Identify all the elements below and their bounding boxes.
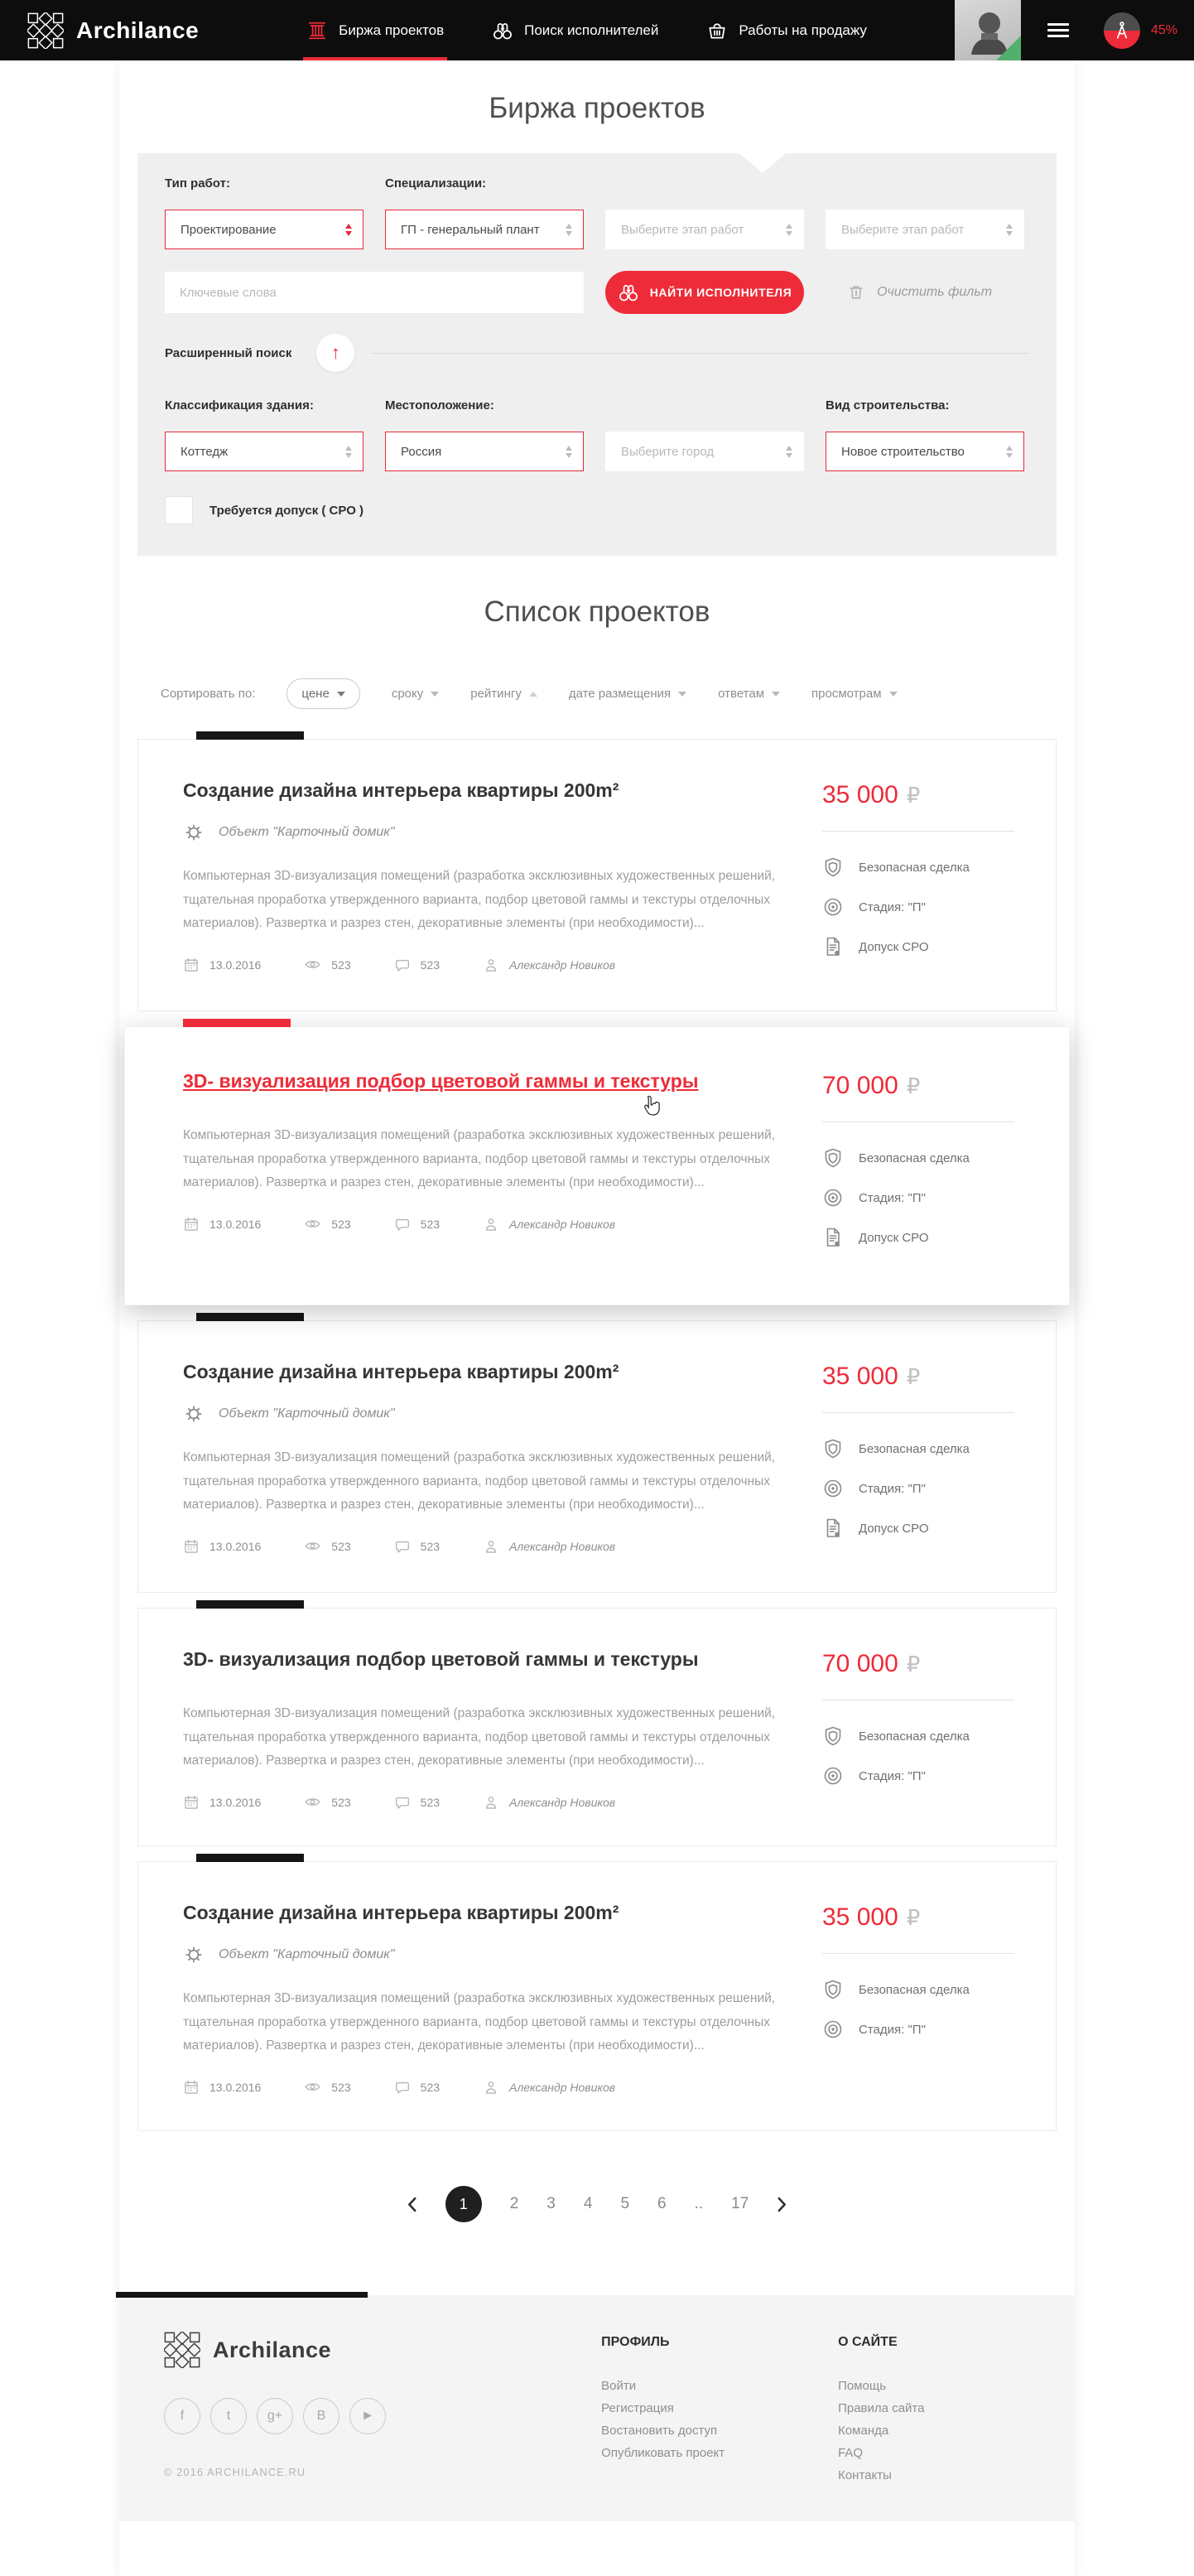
page-number[interactable]: 2 [509,2195,519,2213]
project-meta-row [183,1215,792,1233]
sort-option-term[interactable] [392,687,439,701]
nav-label: Работы на продажу [739,22,867,38]
select-specialization[interactable] [385,210,584,249]
document-icon [822,1517,844,1539]
chevron-right-icon[interactable] [777,2197,787,2212]
meta-comments: 523 [394,1538,440,1555]
document-icon [822,936,844,958]
project-meta-row [183,1537,792,1555]
header-right [955,0,1194,60]
google-plus-icon[interactable]: g+ [257,2398,293,2434]
person-icon [483,1538,499,1555]
project-description: Компьютерная 3D-визуализация помещений (разработка эксклюзивных художественных решений, тщательная проработка утвержденного варианта, подбор цветовой гаммы и текстуры отделочных материалов). Развертка и разрез стен, декоративные элементы (при необходимости)... [183,1128,776,1190]
project-description: Компьютерная 3D-визуализация помещений (разработка эксклюзивных художественных решений, тщательная проработка утвержденного варианта, подбор цветовой гаммы и текстуры отделочных материалов). Развертка и разрез стен, декоративные элементы (при необходимости)... [183,869,776,931]
triangle-down-icon [772,692,780,697]
person-icon [483,2079,499,2096]
meta-date: 13.0.2016 [183,1538,261,1555]
sro-checkbox[interactable] [165,496,193,524]
card-side [822,779,1014,976]
footer-top-bar [116,2292,368,2298]
price-row [822,781,1014,809]
card-top-bar [183,1019,291,1027]
eye-icon [304,1215,321,1233]
shield-icon [822,1979,844,2000]
filter-label-classification: Классификация здания: [165,398,314,412]
filter-label-construction-type: Вид строительства: [826,398,950,412]
binoculars-icon [492,20,513,41]
footer-column-about [838,2332,1075,2487]
filter-label-empty [826,176,1024,195]
project-price: 35 000 [822,781,898,808]
shield-icon [822,856,844,878]
project-price: 70 000 [822,1072,898,1099]
select-work-type[interactable] [165,210,363,249]
shield-icon [822,1147,844,1169]
footer-column-title: О САЙТЕ [838,2335,898,2350]
badge-sro: Допуск СРО [822,1227,1014,1248]
project-title-link[interactable]: 3D- визуализация подбор цветовой гаммы и текстуры [183,1070,699,1092]
person-icon [483,1794,499,1811]
project-card [137,739,1057,1011]
select-value: Коттедж [181,444,229,459]
page-number[interactable]: 5 [620,2195,630,2213]
column-icon [306,20,328,41]
find-performer-button[interactable] [605,271,804,314]
card-top-bar [196,731,304,740]
sro-checkbox-label: Требуется допуск ( СРО ) [209,503,364,518]
card-side [822,1361,1014,1557]
project-object-row [183,822,792,843]
sort-option-views[interactable] [811,687,898,701]
badge-sro: Допуск СРО [822,936,1014,958]
project-meta-row [183,2078,792,2096]
page-gap: .. [694,2195,704,2213]
eye-icon [304,1793,321,1811]
chevron-updown-icon [786,224,792,236]
triangle-down-icon [889,692,898,697]
footer-brand-name: Archilance [213,2337,332,2362]
calendar-icon [183,2079,200,2096]
trash-icon [847,283,865,301]
meta-author[interactable]: Александр Новиков [483,1216,615,1233]
project-object: Объект "Карточный домик" [219,825,395,839]
select-placeholder: Выберите этап работ [621,222,744,237]
social-links [164,2398,601,2434]
clear-filter-button[interactable] [847,283,992,301]
project-title-link[interactable]: 3D- визуализация подбор цветовой гаммы и текстуры [183,1648,699,1670]
chevron-updown-icon [566,224,572,236]
meta-views: 523 [304,956,350,973]
chevron-updown-icon [1006,446,1013,458]
project-card [137,1320,1057,1593]
footer-link-team[interactable]: Команда [838,2424,889,2439]
sort-option-label: цене [301,687,330,701]
binoculars-icon [618,282,639,303]
card-main [183,1361,822,1557]
footer-brand-logo[interactable] [164,2332,601,2368]
card-main [183,779,822,976]
badge-stage: Стадия: "П" [822,2019,1014,2040]
filter-row-1 [165,173,1029,249]
select-city[interactable] [605,432,804,471]
shield-icon [822,1438,844,1459]
badge-safe-deal: Безопасная сделка [822,1147,1014,1169]
archilance-logo-icon [27,12,64,49]
page-number[interactable]: 3 [546,2195,556,2213]
arrow-up-icon: ↑ [330,342,340,363]
project-meta-row [183,956,792,973]
footer-link-register[interactable]: Регистрация [601,2401,674,2416]
ruble-sign: ₽ [906,783,921,808]
nav-item-works-for-sale[interactable] [706,0,867,60]
pagination [119,2186,1075,2222]
meta-comments: 523 [394,957,440,973]
triangle-down-icon [337,692,345,697]
main-nav [306,0,867,60]
divider [822,831,1014,832]
price-row [822,1072,1014,1100]
brand-name: Archilance [76,17,200,43]
card-top-bar [196,1600,304,1609]
select-stage-1[interactable] [605,210,804,249]
badge-safe-deal: Безопасная сделка [822,1725,1014,1747]
triangle-down-icon [678,692,686,697]
chevron-updown-icon [1006,224,1013,236]
project-meta-row [183,1793,792,1811]
ruble-sign: ₽ [906,1905,921,1931]
ruble-sign: ₽ [906,1652,921,1676]
comment-icon [394,1216,411,1233]
divider [371,353,1029,354]
project-title-link[interactable]: Создание дизайна интерьера квартиры 200m² [183,1361,619,1382]
nav-item-find-performers[interactable] [492,0,658,60]
list-title: Список проектов [484,596,710,628]
chevron-updown-icon [345,446,352,458]
footer-column-title: ПРОФИЛЬ [601,2335,670,2350]
footer-link-rules[interactable]: Правила сайта [838,2401,925,2416]
calendar-icon [183,1216,200,1233]
select-building-class[interactable] [165,432,363,471]
meta-comments: 523 [394,1216,440,1233]
vk-icon[interactable]: В [303,2398,339,2434]
meta-author[interactable]: Александр Новиков [483,957,615,973]
footer-left [164,2332,601,2487]
price-row [822,1363,1014,1391]
target-icon [822,2019,844,2040]
sort-option-label: дате размещения [568,687,672,701]
project-title-link[interactable]: Создание дизайна интерьера квартиры 200m² [183,1902,619,1924]
select-placeholder: Выберите этап работ [841,222,965,237]
facebook-icon[interactable]: f [164,2398,200,2434]
target-icon [822,1765,844,1787]
copyright: © 2016 ARCHILANCE.RU [164,2466,306,2479]
sort-option-date[interactable] [569,687,686,701]
meta-author[interactable]: Александр Новиков [483,1794,615,1811]
project-description: Компьютерная 3D-визуализация помещений (разработка эксклюзивных художественных решений, тщательная проработка утвержденного варианта, подбор цветовой гаммы и текстуры отделочных материалов). Развертка и разрез стен, декоративные элементы (при необходимости)... [183,1450,776,1512]
hamburger-menu-icon[interactable] [1047,20,1069,41]
advanced-search-label: Расширенный поиск [165,345,292,360]
select-construction-type[interactable] [826,432,1024,471]
card-top-bar [196,1854,304,1862]
chevron-left-icon[interactable] [407,2197,417,2212]
chevron-updown-icon [786,446,792,458]
project-list [137,739,1057,2131]
card-main [183,1070,822,1266]
meta-views: 523 [304,1215,350,1233]
project-price: 35 000 [822,1903,898,1932]
meta-comments: 523 [394,1794,440,1811]
page-number[interactable]: 6 [657,2195,667,2213]
badge-safe-deal: Безопасная сделка [822,1438,1014,1459]
card-top-bar [196,1313,304,1321]
meta-date: 13.0.2016 [183,957,261,973]
project-card [137,1608,1057,1846]
meta-date: 13.0.2016 [183,1216,261,1233]
filter-panel [137,153,1057,556]
advanced-search-row [165,334,1029,372]
divider [822,1412,1014,1413]
avatar-silhouette-icon [961,5,1014,55]
panel-notch [739,153,786,173]
user-avatar-photo[interactable] [955,0,1021,60]
footer-column-profile [601,2332,838,2487]
keywords-input[interactable] [165,272,584,313]
advanced-search-toggle[interactable] [316,334,354,372]
project-price: 70 000 [822,1650,898,1677]
filter-label-location: Местоположение: [385,398,494,412]
badge-safe-deal: Безопасная сделка [822,856,1014,878]
comment-icon [394,2079,411,2096]
eye-icon [304,2078,321,2096]
select-value: Россия [401,444,442,459]
select-value: ГП - генеральный плант [401,222,540,237]
document-icon [822,1227,844,1248]
sort-option-label: ответам [718,687,765,701]
gear-icon [183,1403,205,1425]
project-description: Компьютерная 3D-визуализация помещений (разработка эксклюзивных художественных решений, тщательная проработка утвержденного варианта, подбор цветовой гаммы и текстуры отделочных материалов). Развертка и разрез стен, декоративные элементы (при необходимости)... [183,1991,776,2053]
person-icon [483,957,499,973]
sort-label: Сортировать по: [161,687,256,701]
select-country[interactable] [385,432,584,471]
meta-views: 523 [304,1537,350,1555]
compass-icon [1111,20,1133,41]
shield-icon [822,1725,844,1747]
footer-link-contacts[interactable]: Контакты [838,2468,892,2483]
project-description: Компьютерная 3D-визуализация помещений (разработка эксклюзивных художественных решений, тщательная проработка утвержденного варианта, подбор цветовой гаммы и текстуры отделочных материалов). Развертка и разрез стен, декоративные элементы (при необходимости)... [183,1706,776,1768]
sort-option-label: сроку [391,687,424,701]
project-object: Объект "Карточный домик" [219,1406,395,1421]
gear-icon [183,1944,205,1966]
comment-icon [394,1794,411,1811]
profile-progress-badge[interactable] [1104,12,1140,49]
meta-views: 523 [304,1793,350,1811]
filter-label-type: Тип работ: [165,176,230,191]
eye-icon [304,956,321,973]
card-side [822,1648,1014,1811]
footer-link-login[interactable]: Войти [601,2379,637,2394]
select-value: Проектирование [181,222,277,237]
triangle-down-icon [431,692,439,697]
page-number-current[interactable]: 1 [445,2186,482,2222]
meta-date: 13.0.2016 [183,2079,261,2096]
select-value: Новое строительство [841,444,965,459]
gear-icon [183,822,205,843]
sort-option-rating[interactable] [470,687,537,701]
sort-option-price[interactable] [286,678,359,709]
chevron-updown-icon [345,224,352,236]
page-title: Биржа проектов [489,92,705,124]
price-row [822,1903,1014,1932]
footer-link-publish-project[interactable]: Опубликовать проект [601,2446,725,2461]
card-main [183,1902,822,2096]
youtube-icon[interactable]: ► [349,2398,386,2434]
project-title-link[interactable]: Создание дизайна интерьера квартиры 200m² [183,779,619,801]
meta-views: 523 [304,2078,350,2096]
person-icon [483,1216,499,1233]
chevron-updown-icon [566,446,572,458]
ruble-sign: ₽ [906,1364,921,1389]
main-container [119,60,1075,2576]
nav-label: Поиск исполнителей [524,22,659,38]
nav-label: Биржа проектов [339,22,445,38]
card-side [822,1902,1014,2096]
target-icon [822,1187,844,1208]
page-number[interactable]: 4 [583,2195,593,2213]
footer-link-faq[interactable]: FAQ [838,2446,864,2461]
eye-icon [304,1537,321,1555]
footer-link-help[interactable]: Помощь [838,2379,887,2394]
nav-item-projects[interactable] [306,0,444,60]
comment-icon [394,1538,411,1555]
find-button-label: НАЙТИ ИСПОЛНИТЕЛЯ [649,286,792,299]
twitter-icon[interactable]: t [210,2398,247,2434]
cursor-icon [643,1095,661,1122]
archilance-logo-icon [164,2332,200,2368]
project-price: 35 000 [822,1363,898,1390]
select-stage-2[interactable] [826,210,1024,249]
badge-sro: Допуск СРО [822,1517,1014,1539]
keywords-row [165,271,1029,314]
filter-label-empty [605,398,804,417]
profile-progress-percent: 45% [1150,22,1177,37]
project-object: Объект "Карточный домик" [219,1947,395,1962]
filter-row-2 [165,395,1029,471]
price-row [822,1650,1014,1678]
calendar-icon [183,1794,200,1811]
project-object-row [183,1944,792,1966]
triangle-up-icon [529,692,537,697]
brand-logo[interactable] [27,12,199,49]
filter-label-empty [605,176,804,195]
clear-filter-label: Очистить фильт [877,285,993,299]
basket-icon [706,20,728,41]
filter-label-specialization: Специализации: [385,176,487,191]
badge-safe-deal: Безопасная сделка [822,1979,1014,2000]
project-object-row [183,1403,792,1425]
target-icon [822,1478,844,1499]
comment-icon [394,957,411,973]
page-number[interactable]: 17 [731,2195,749,2213]
divider [822,1953,1014,1954]
footer [119,2295,1075,2521]
footer-link-restore-access[interactable]: Востановить доступ [601,2424,718,2439]
calendar-icon [183,1538,200,1555]
card-main [183,1648,822,1811]
target-icon [822,896,844,918]
ruble-sign: ₽ [906,1073,921,1098]
project-card [137,1861,1057,2131]
sort-option-answers[interactable] [718,687,780,701]
meta-comments: 523 [394,2079,440,2096]
sort-row [161,678,1075,709]
badge-stage: Стадия: "П" [822,896,1014,918]
meta-date: 13.0.2016 [183,1794,261,1811]
sort-option-label: просмотрам [811,687,882,701]
top-header [0,0,1194,60]
calendar-icon [183,957,200,973]
sro-checkbox-row [165,496,1029,524]
card-side [822,1070,1014,1266]
select-placeholder: Выберите город [621,444,715,459]
meta-author[interactable]: Александр Новиков [483,1538,615,1555]
badge-stage: Стадия: "П" [822,1765,1014,1787]
sort-option-label: рейтингу [470,687,522,701]
meta-author[interactable]: Александр Новиков [483,2079,615,2096]
project-card-hovered [124,1026,1070,1305]
badge-stage: Стадия: "П" [822,1187,1014,1208]
badge-stage: Стадия: "П" [822,1478,1014,1499]
